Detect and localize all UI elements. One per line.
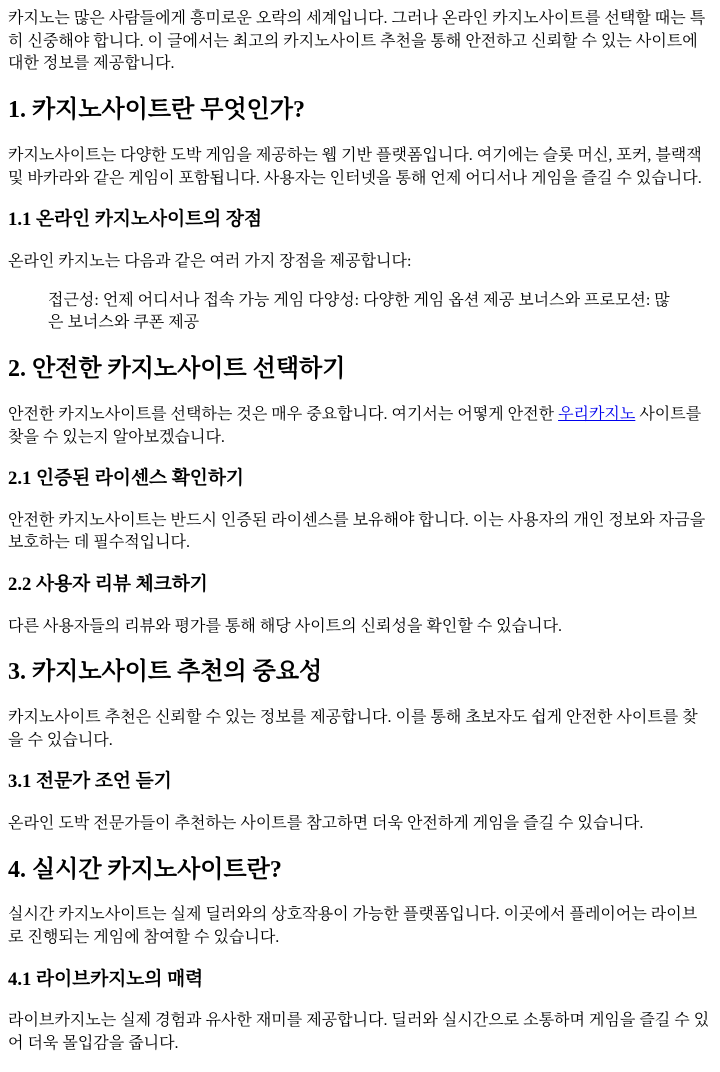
section-2-heading: 2. 안전한 카지노사이트 선택하기 xyxy=(8,355,346,382)
intro-paragraph: 카지노는 많은 사람들에게 흥미로운 오락의 세계입니다. 그러나 온라인 카지노사이트를 선택할 때는 특히 신중해야 합니다. 이 글에서는 최고의 카지노사이트 추천을 통해 안전하고 신뢰할 수 있는 사이트에 대한 정보를 제공합니다. xyxy=(8,10,706,73)
section-3-heading: 3. 카지노사이트 추천의 중요성 xyxy=(8,659,323,686)
section-2-text-before-link: 안전한 카지노사이트를 선택하는 것은 매우 중요합니다. 여기서는 어떻게 안전한 xyxy=(8,405,559,423)
section-2-1-paragraph: 안전한 카지노사이트는 반드시 인증된 라이센스를 보유해야 합니다. 이는 사용자의 개인 정보와 자금을 보호하는 데 필수적입니다. xyxy=(8,511,706,552)
section-2-text-after-link: 사이트를 찾을 수 있는지 알아보겠습니다. xyxy=(8,405,702,446)
section-1-1-paragraph: 온라인 카지노는 다음과 같은 여러 가지 장점을 제공합니다: xyxy=(8,252,412,270)
advantages-blockquote: 접근성: 언제 어디서나 접속 가능 게임 다양성: 다양한 게임 옵션 제공 보너스와 프로모션: 많은 보너스와 쿠폰 제공 xyxy=(48,291,670,332)
section-2-1-heading: 2.1 인증된 라이센스 확인하기 xyxy=(8,468,244,490)
section-1-1-heading: 1.1 온라인 카지노사이트의 장점 xyxy=(8,209,263,231)
section-4-paragraph: 실시간 카지노사이트는 실제 딜러와의 상호작용이 가능한 플랫폼입니다. 이곳에서 플레이어는 라이브로 진행되는 게임에 참여할 수 있습니다. xyxy=(8,906,698,947)
section-3-1-paragraph: 온라인 도박 전문가들이 추천하는 사이트를 참고하면 더욱 안전하게 게임을 즐길 수 있습니다. xyxy=(8,814,644,832)
section-1-paragraph: 카지노사이트는 다양한 도박 게임을 제공하는 웹 기반 플랫폼입니다. 여기에는 슬롯 머신, 포커, 블랙잭 및 바카라와 같은 게임이 포함됩니다. 사용자는 인터넷을 통해 언제 어디서나 게임을 즐길 수 있습니다. xyxy=(8,146,702,187)
section-4-1-heading: 4.1 라이브카지노의 매력 xyxy=(8,968,204,990)
uri-casino-link[interactable]: 우리카지노 xyxy=(558,405,636,423)
section-4-1-paragraph: 라이브카지노는 실제 경험과 유사한 재미를 제공합니다. 딜러와 실시간으로 소통하며 게임을 즐길 수 있어 더욱 몰입감을 줍니다. xyxy=(8,1012,710,1053)
section-2-2-paragraph: 다른 사용자들의 리뷰와 평가를 통해 해당 사이트의 신뢰성을 확인할 수 있습니다. xyxy=(8,617,563,635)
section-2-2-heading: 2.2 사용자 리뷰 체크하기 xyxy=(8,574,208,596)
section-3-1-heading: 3.1 전문가 조언 듣기 xyxy=(8,771,172,793)
article-page xyxy=(8,8,712,1056)
section-3-paragraph: 카지노사이트 추천은 신뢰할 수 있는 정보를 제공합니다. 이를 통해 초보자도 쉽게 안전한 사이트를 찾을 수 있습니다. xyxy=(8,709,698,749)
section-4-heading: 4. 실시간 카지노사이트란? xyxy=(8,856,282,883)
section-2-paragraph xyxy=(8,404,712,449)
section-1-heading: 1. 카지노사이트란 무엇인가? xyxy=(8,97,306,124)
